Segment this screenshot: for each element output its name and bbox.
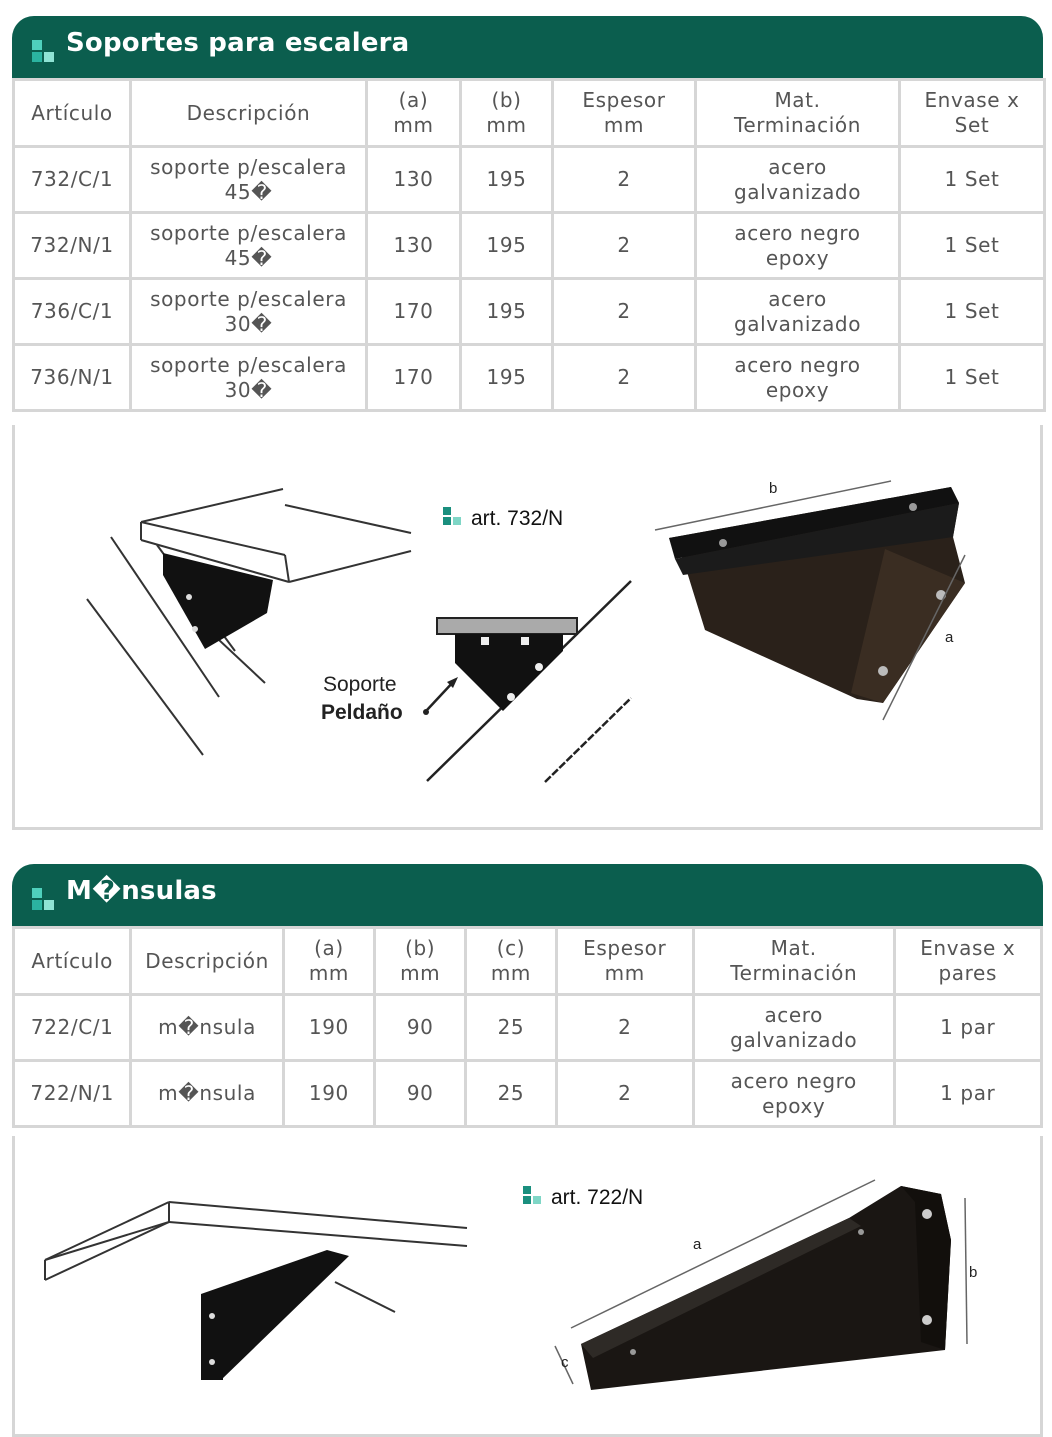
cell-articulo: 736/N/1 <box>14 345 131 411</box>
section-title: M�nsulas <box>66 876 217 906</box>
cell-espesor: 2 <box>553 147 696 213</box>
header-espesor: Espesor mm <box>556 928 693 995</box>
section-mensulas <box>12 864 1043 1437</box>
table-row <box>14 345 1045 411</box>
section-header <box>12 864 1043 926</box>
cell-envase: 1 Set <box>900 147 1045 213</box>
mensula-plate <box>201 1294 223 1380</box>
cell-descripcion: soporte p/escalera 30� <box>131 279 367 345</box>
section-header <box>12 16 1043 78</box>
cell-material: acero galvanizado <box>696 147 900 213</box>
table-row <box>14 1061 1042 1127</box>
cell-envase: 1 par <box>894 995 1041 1061</box>
cell-articulo: 736/C/1 <box>14 279 131 345</box>
header-material: Mat. Terminación <box>696 80 900 147</box>
header-espesor: Espesor mm <box>553 80 696 147</box>
dim-label-a: a <box>945 629 954 646</box>
cell-descripcion: m�nsula <box>131 1061 283 1127</box>
cell-a: 190 <box>283 1061 374 1127</box>
header-material: Mat. Terminación <box>693 928 894 995</box>
cell-material: acero negro epoxy <box>696 213 900 279</box>
header-articulo: Artículo <box>14 928 131 995</box>
cell-material: acero negro epoxy <box>696 345 900 411</box>
cell-espesor: 2 <box>553 279 696 345</box>
table-header-row <box>14 928 1042 995</box>
caption-bullet-icon <box>523 1186 545 1206</box>
header-envase: Envase x pares <box>894 928 1041 995</box>
figure-caption: art. 732/N <box>443 507 563 531</box>
cell-b: 195 <box>461 345 553 411</box>
cell-b: 195 <box>461 147 553 213</box>
label-peldano: Peldaño <box>321 701 403 724</box>
cell-c: 25 <box>466 995 556 1061</box>
header-b: (b) mm <box>461 80 553 147</box>
cell-b: 90 <box>375 1061 466 1127</box>
cell-descripcion: m�nsula <box>131 995 283 1061</box>
mensula-small <box>201 1250 349 1380</box>
cell-articulo: 722/N/1 <box>14 1061 131 1127</box>
section-logo-icon <box>32 888 56 912</box>
product-figure-732 <box>12 425 1043 830</box>
cell-descripcion: soporte p/escalera 45� <box>131 213 367 279</box>
header-descripcion: Descripción <box>131 928 283 995</box>
dim-label-b: b <box>769 480 778 497</box>
cell-envase: 1 Set <box>900 279 1045 345</box>
cell-envase: 1 Set <box>900 345 1045 411</box>
table-row <box>14 213 1045 279</box>
cell-b: 195 <box>461 213 553 279</box>
dim-label-c: c <box>561 1354 569 1371</box>
header-c: (c) mm <box>466 928 556 995</box>
dim-label-b: b <box>969 1264 978 1281</box>
mensula-illustration <box>15 1136 1040 1434</box>
cell-articulo: 732/N/1 <box>14 213 131 279</box>
stair-bracket-small <box>163 553 273 649</box>
cell-material: acero galvanizado <box>693 995 894 1061</box>
dim-label-a: a <box>693 1236 702 1253</box>
cell-espesor: 2 <box>553 345 696 411</box>
header-a: (a) mm <box>283 928 374 995</box>
table-row <box>14 147 1045 213</box>
cell-espesor: 2 <box>556 1061 693 1127</box>
section-logo-icon <box>32 40 56 64</box>
header-articulo: Artículo <box>14 80 131 147</box>
cell-descripcion: soporte p/escalera 30� <box>131 345 367 411</box>
cell-b: 90 <box>375 995 466 1061</box>
header-envase: Envase x Set <box>900 80 1045 147</box>
cell-espesor: 2 <box>553 213 696 279</box>
bracket-photo <box>655 481 965 720</box>
cell-envase: 1 par <box>894 1061 1041 1127</box>
cell-a: 130 <box>367 147 461 213</box>
header-b: (b) mm <box>375 928 466 995</box>
section-soportes <box>12 16 1043 830</box>
cell-articulo: 722/C/1 <box>14 995 131 1061</box>
cell-a: 170 <box>367 279 461 345</box>
table-row <box>14 279 1045 345</box>
soportes-table <box>12 78 1046 412</box>
product-figure-722 <box>12 1136 1043 1437</box>
caption-bullet-icon <box>443 507 465 527</box>
cell-a: 190 <box>283 995 374 1061</box>
cell-a: 130 <box>367 213 461 279</box>
section-diagram <box>423 581 631 782</box>
stair-bracket-illustration <box>15 425 1040 827</box>
cell-c: 25 <box>466 1061 556 1127</box>
cell-a: 170 <box>367 345 461 411</box>
cell-b: 195 <box>461 279 553 345</box>
header-descripcion: Descripción <box>131 80 367 147</box>
figure-caption: art. 722/N <box>523 1186 643 1210</box>
hole <box>186 594 192 600</box>
cell-material: acero negro epoxy <box>693 1061 894 1127</box>
cell-espesor: 2 <box>556 995 693 1061</box>
mensula-photo <box>555 1180 967 1390</box>
cell-articulo: 732/C/1 <box>14 147 131 213</box>
label-soporte: Soporte <box>323 673 397 696</box>
mensulas-table <box>12 926 1043 1128</box>
table-row <box>14 995 1042 1061</box>
hole <box>192 626 198 632</box>
cell-descripcion: soporte p/escalera 45� <box>131 147 367 213</box>
table-header-row <box>14 80 1045 147</box>
section-title: Soportes para escalera <box>66 28 410 58</box>
header-a: (a) mm <box>367 80 461 147</box>
cell-envase: 1 Set <box>900 213 1045 279</box>
cell-material: acero galvanizado <box>696 279 900 345</box>
